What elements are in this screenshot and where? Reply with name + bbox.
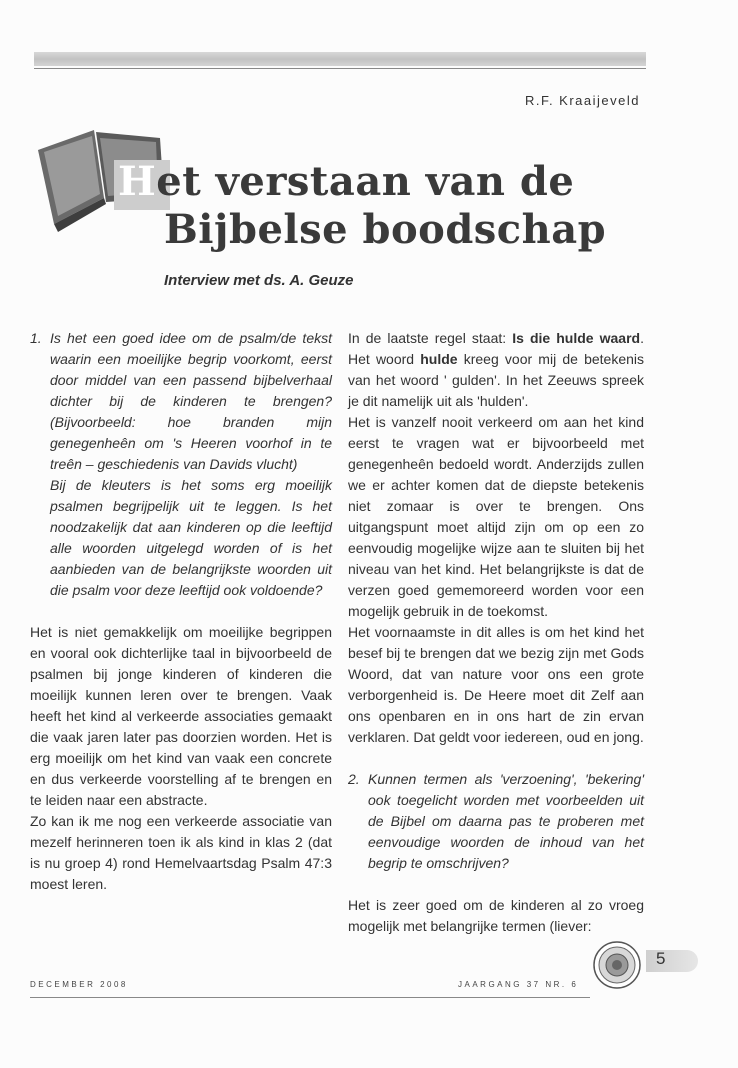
top-decorative-bar	[34, 52, 646, 66]
quoted-word: hulde	[420, 351, 458, 367]
answer-2	[348, 895, 644, 937]
page-number: 5	[656, 949, 666, 968]
question-2-text: Kunnen termen als 'verzoening', 'bekering' ook toegelicht worden met voorbeelden uit de Bijbel om daarna pas te proberen met eenvoudige woorden de inhoud van het begrip te omschrijven?	[368, 771, 644, 871]
footer-volume: JAARGANG 37 NR. 6	[458, 980, 579, 989]
left-column	[30, 328, 332, 895]
answer-1-paragraph-3: In de laatste regel staat: Is die hulde waard. Het woord hulde kreeg voor mij de betekenis van het woord ' gulden'. In het Zeeuws spreek je dit namelijk uit als 'hulden'.	[348, 330, 644, 409]
footer-date: DECEMBER 2008	[30, 980, 128, 989]
quoted-line: Is die hulde waard	[512, 330, 641, 346]
page-number-tab	[646, 950, 698, 972]
article-title	[118, 158, 606, 254]
answer-1-paragraph-2: Zo kan ik me nog een verkeerde associatie van mezelf herinneren toen ik als kind in klas 2 (dat is nu groep 4) rond Hemelvaartsdag Psalm 47:3 moest leren.	[30, 813, 332, 892]
question-1	[30, 328, 332, 601]
question-1-part-1: Is het een goed idee om de psalm/de tekst waarin een moeilijke begrip voorkomt, eerst door middel van een passend bijbelverhaal dichter bij de kinderen te brengen? (Bijvoorbeeld: hoe branden mijn genegenheên om 's Heeren voorhof in te treên – geschiedenis van Davids vlucht)	[50, 330, 332, 472]
top-rule	[34, 68, 646, 69]
answer-2-paragraph-1: Het is zeer goed om de kinderen al zo vroeg mogelijk met belangrijke termen (liever:	[348, 897, 644, 934]
article-subtitle: Interview met ds. A. Geuze	[164, 272, 354, 289]
question-1-number: 1.	[30, 330, 42, 346]
answer-1-paragraph-5: Het voornaamste in dit alles is om het kind het besef bij te brengen dat we bezig zijn met Gods Woord, dat van nature voor ons een grote verborgenheid is. De Heere moet dit Zelf aan ons openbaren en in ons hart de zin ervan verklaren. Dat geldt voor iedereen, oud en jong.	[348, 624, 644, 745]
right-column	[348, 328, 644, 937]
footer-rule	[30, 997, 590, 998]
question-1-part-2: Bij de kleuters is het soms erg moeilijk psalmen begrijpelijk uit te leggen. Is het noodzakelijk dat aan kinderen op die leeftijd alle woorden uitgelegd worden of is het aanbieden van de belangrijkste woorden uit die psalm voor deze leeftijd ook voldoende?	[50, 477, 332, 598]
answer-1-paragraph-4: Het is vanzelf nooit verkeerd om aan het kind eerst te vragen wat er bijvoorbeeld met genegenheên bedoeld wordt. Anderzijds zullen we er achter komen dat de diepste betekenis niet zomaar is over te brengen. Ons uitgangspunt moet altijd zijn om op een zo eenvoudig mogelijke wijze aan te sluiten bij het niveau van het kind. Het belangrijkste is dat de verzen goed gememoreerd worden voor een mogelijk gebruik in de toekomst.	[348, 414, 644, 619]
author-name: R.F. Kraaijeveld	[524, 93, 640, 108]
title-line-1: et verstaan van de	[156, 158, 575, 205]
answer-1-continued	[348, 328, 644, 748]
answer-1-paragraph-1: Het is niet gemakkelijk om moeilijke begrippen en vooral ook dichterlijke taal in bijvoorbeeld de psalmen bij jonge kinderen of kinderen die moeilijk kunnen leren over te brengen. Vaak heeft het kind al verkeerde associaties gemaakt die vaak jaren later pas doorzien worden. Het is erg moeilijk om het kind van vaak een concrete en dus verkeerde voorstelling af te brengen en te leiden naar een abstracte.	[30, 624, 332, 808]
seal-icon	[592, 940, 642, 990]
question-2	[348, 769, 644, 874]
title-line-2: Bijbelse boodschap	[164, 206, 607, 253]
question-2-number: 2.	[348, 771, 360, 787]
title-initial-letter: H	[118, 158, 157, 205]
answer-1	[30, 622, 332, 895]
